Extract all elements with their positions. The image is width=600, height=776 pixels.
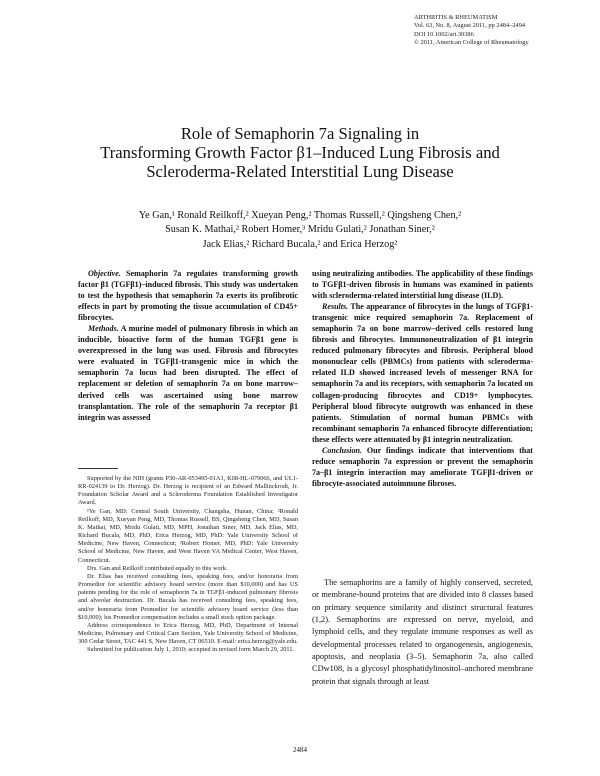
authors-line-3: Jack Elias,² Richard Bucala,² and Erica Herzog² [202,238,398,250]
conclusion-text: Our findings indicate that interventions that reduce semaphorin 7a expression or prevent the semaphorin 7a–β1 integrin interaction may ameliorate TGFβ1-driven or fibrocyte-associated autoimmune fibroses. [312,445,533,488]
methods-continued: using neutralizing antibodies. The applicability of these findings to TGFβ1-driven fibrosis in humans was examined in patients with scleroderma-related interstitial lung disease (ILD). [312,269,533,301]
footnote-affiliations: ¹Ye Gan, MD: Central South University, Changsha, Hunan, China; ²Ronald Reilkoff, MD, Xueyan Peng, MD, Thomas Russell, BS, Qingsheng Chen, MD, Susan K. Mathai, MD, Mridu Gulati, MD, MPH, Jonathan Siner, MD, Jack Elias, MD, Richard Bucala, MD, PhD, Erica Herzog, MD, PhD: Yale University School of Medicine, New Haven, Connecticut; ³Robert Homer, MD, PhD: Yale University School of Medicine, New Haven, and West Haven VA Medical Center, West Haven, Connecticut. [78,507,298,564]
body-text [312,577,533,688]
journal-copyright: © 2011, American College of Rheumatology [414,39,529,47]
abstract-methods [78,323,298,422]
title-line-2: Transforming Growth Factor β1–Induced Lung Fibrosis and [100,143,500,162]
journal-doi: DOI 10.1002/art.30386 [414,30,474,38]
objective-label: Objective. [88,269,121,278]
journal-header [414,14,590,48]
abstract-results [312,301,533,445]
abstract-objective [78,268,298,323]
abstract-conclusion [312,445,533,489]
objective-text: Semaphorin 7a regulates transforming growth factor β1 (TGFβ1)–induced fibrosis. This study was undertaken to test the hypothesis that semaphorin 7a exerts its profibrotic effects in part by promoting the tissue accumulation of CD45+ fibrocytes. [78,269,298,323]
footnote-disclosures: Dr. Elias has received consulting fees, speaking fees, and/or honoraria from Promedior for scientific advisory board service (more than $10,000) and has US patents pending for the role of semaphorin 7a in TGFβ1-induced pulmonary fibrosis and alveolar destruction. Dr. Bucala has received consulting fees, speaking fees, and/or honoraria from Promedior for scientific advisory board service (less than $10,000); his Promedior compensation includes a small stock option package. [78,572,298,621]
footnote-funding: Supported by the NIH (grants P30-AR-053495-01A1, K08-HL-079066, and UL1-RR-024139 to Dr. Herzog). Dr. Herzog is recipient of an Edward Mallinckrodt, Jr. Foundation Scholar Award and a Scleroderma Foundation Established Investigator Award. [78,475,298,507]
methods-text: A murine model of pulmonary fibrosis in which an inducible, bioactive form of the human TGFβ1 gene is overexpressed in the lung was used. Fibrosis and fibrocytes were evaluated in TGFβ1-transgenic mice in which the semaphorin 7a locus had been disrupted. The effect of replacement or deletion of semaphorin 7a on bone marrow–derived cells was ascertained using bone marrow transplantation. The role of the semaphorin 7a receptor β1 integrin was assessed [78,324,298,422]
author-list [60,209,540,252]
results-label: Results. [322,302,349,312]
footnote-contribution: Drs. Gan and Reilkoff contributed equally to this work. [87,564,228,572]
journal-volume: Vol. 63, No. 8, August 2011, pp 2484–2494 [414,22,526,30]
results-text: The appearance of fibrocytes in the lungs of TGFβ1-transgenic mice required semaphorin 7a. Replacement of semaphorin 7a on bone marrow–derived cells restored lung fibrosis and fibrocytes. Immunoneutralization of β1 integrin reduced pulmonary fibrocytes and fibrosis. Peripheral blood mononuclear cells (PBMCs) from patients with scleroderma-related ILD showed increased levels of messenger RNA for semaphorin 7a and its receptors, with semaphorin 7a located on collagen-producing fibrocytes and CD19+ lymphocytes. Peripheral blood fibrocyte outgrowth was enhanced in these patients. Stimulation of normal human PBMCs with recombinant semaphorin 7a enhanced fibrocyte differentiation; these effects were attenuated by β1 integrin neutralization. [312,302,533,444]
abstract-right-column [312,268,533,489]
footnote-submission: Submitted for publication July 1, 2010; accepted in revised form March 29, 2011. [87,646,295,654]
title-line-3: Scleroderma-Related Interstitial Lung Disease [146,162,454,181]
journal-name: ARTHRITIS & RHEUMATISM [414,14,498,21]
abstract-left-column [78,268,298,423]
conclusion-label: Conclusion. [322,445,363,455]
body-paragraph-1: The semaphorins are a family of highly conserved, secreted, or membrane-bound proteins that are divided into 8 classes based on primary sequence similarity and distinct structural features (1,2). Semaphorins are expressed on nerve, myeloid, and lymphoid cells, and they regulate immune responses as well as developmental processes related to organogenesis, angiogenesis, apoptosis, and neoplasia (3–5). Semaphorin 7a, also called CDw108, is a glycosyl phosphatidylinositol–anchored membrane protein that signals through at least [312,578,533,686]
page-number: 2484 [293,746,307,754]
footnote-rule [78,468,118,469]
title-line-1: Role of Semaphorin 7a Signaling in [180,124,420,143]
footnote-correspondence: Address correspondence to Erica Herzog, MD, PhD, Department of Internal Medicine, Pulmonary and Critical Care Section, Yale University School of Medicine, 300 Cedar Street, TAC 441 S, New Haven, CT 06510. E-mail: erica.herzog@yale.edu. [78,621,298,646]
article-title [40,124,560,181]
footnotes [78,475,298,654]
authors-line-2: Susan K. Mathai,² Robert Homer,³ Mridu Gulati,² Jonathan Siner,² [165,224,435,236]
authors-line-1: Ye Gan,¹ Ronald Reilkoff,² Xueyan Peng,² Thomas Russell,² Qingsheng Chen,² [138,210,462,221]
methods-label: Methods. [88,324,119,334]
